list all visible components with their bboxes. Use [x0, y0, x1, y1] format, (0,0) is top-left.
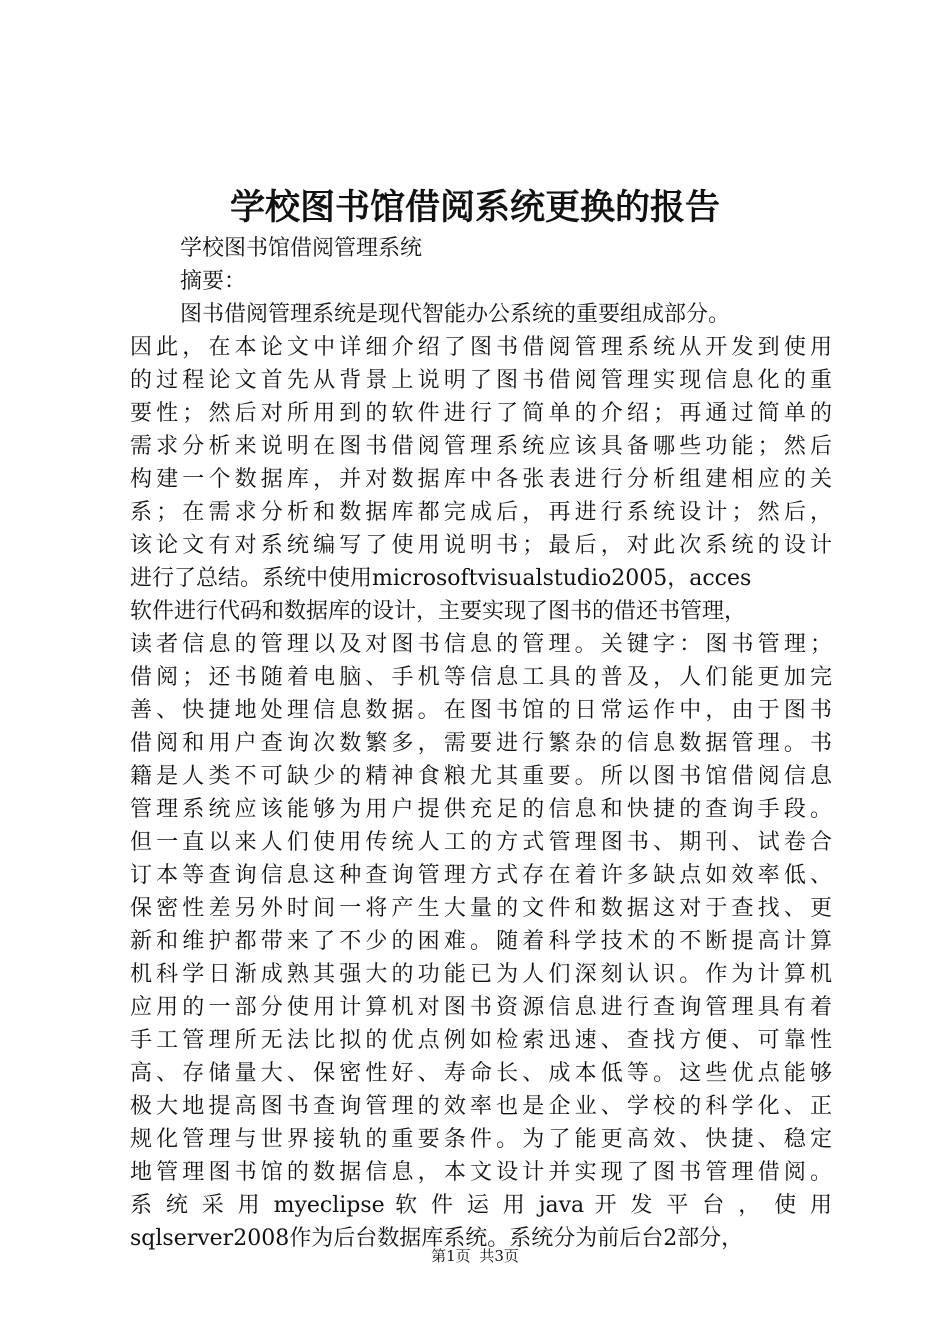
- page-total: 共3页: [479, 1247, 519, 1265]
- body-line: 管理系统应该能够为用户提供充足的信息和快捷的查询手段。: [130, 797, 832, 822]
- body-line: 高、存储量大、保密性好、寿命长、成本低等。这些优点能够: [130, 1061, 832, 1086]
- body-line: 但一直以来人们使用传统人工的方式管理图书、期刊、试卷合: [130, 830, 832, 855]
- body-line: 系 统 采 用 myeclipse 软 件 运 用 java 开 发 平 台 ， 使 用: [130, 1193, 832, 1218]
- body-line: 需求分析来说明在图书借阅管理系统应该具备哪些功能；然后: [130, 434, 832, 459]
- body-line: 应用的一部分使用计算机对图书资源信息进行查询管理具有着: [130, 995, 832, 1020]
- body-line: 规化管理与世界接轨的重要条件。为了能更高效、快捷、稳定: [130, 1127, 832, 1152]
- body-line: 善、快捷地处理信息数据。在图书馆的日常运作中，由于图书: [130, 698, 832, 723]
- document-subtitle: 学校图书馆借阅管理系统: [180, 236, 423, 261]
- body-line: 因此，在本论文中详细介绍了图书借阅管理系统从开发到使用: [130, 335, 832, 360]
- body-line: 要性；然后对所用到的软件进行了简单的介绍；再通过简单的: [130, 401, 832, 426]
- body-line: 借阅；还书随着电脑、手机等信息工具的普及，人们能更加完: [130, 665, 832, 690]
- body-line: 构建一个数据库，并对数据库中各张表进行分析组建相应的关: [130, 467, 832, 492]
- document-body: [130, 232, 832, 1255]
- abstract-label: 摘要：: [180, 269, 247, 294]
- body-line: 订本等查询信息这种查询管理方式存在着许多缺点如效率低、: [130, 863, 832, 888]
- body-line: 软件进行代码和数据库的设计，主要实现了图书的借还书管理，: [130, 599, 747, 624]
- body-line: 读者信息的管理以及对图书信息的管理。关键字：图书管理；: [130, 632, 832, 657]
- body-line: 机科学日渐成熟其强大的功能已为人们深刻认识。作为计算机: [130, 962, 832, 987]
- body-line: 籍是人类不可缺少的精神食粮尤其重要。所以图书馆借阅信息: [130, 764, 832, 789]
- body-line: 极大地提高图书查询管理的效率也是企业、学校的科学化、正: [130, 1094, 832, 1119]
- body-line: 系；在需求分析和数据库都完成后，再进行系统设计；然后，: [130, 500, 832, 525]
- body-line: 保密性差另外时间一将产生大量的文件和数据这对于查找、更: [130, 896, 832, 921]
- body-line: sqlserver2008作为后台数据库系统。系统分为前后台2部分，: [130, 1226, 744, 1251]
- body-line: 进行了总结。系统中使用microsoftvisualstudio2005，acces: [130, 566, 752, 591]
- body-line: 的过程论文首先从背景上说明了图书借阅管理实现信息化的重: [130, 368, 832, 393]
- body-line: 地管理图书馆的数据信息，本文设计并实现了图书管理借阅。: [130, 1160, 832, 1185]
- document-title: 学校图书馆借阅系统更换的报告: [229, 187, 720, 228]
- body-line: 新和维护都带来了不少的困难。随着科学技术的不断提高计算: [130, 929, 832, 954]
- body-line: 手工管理所无法比拟的优点例如检索迅速、查找方便、可靠性: [130, 1028, 832, 1053]
- body-line: 图书借阅管理系统是现代智能办公系统的重要组成部分。: [180, 302, 731, 327]
- page-number: 第1页: [431, 1247, 471, 1265]
- body-line: 该论文有对系统编写了使用说明书；最后，对此次系统的设计: [130, 533, 832, 558]
- page-footer: [0, 1244, 950, 1268]
- body-line: 借阅和用户查询次数繁多，需要进行繁杂的信息数据管理。书: [130, 731, 832, 756]
